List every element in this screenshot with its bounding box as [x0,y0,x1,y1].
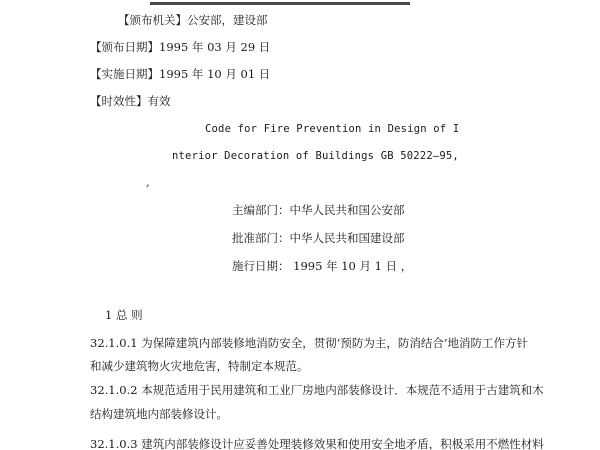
effective-date-row [90,67,270,81]
effective-date-statement: 施行日期： 1995 年 10 月 1 日 ， [232,259,413,273]
issue-date-value: 1995 年 03 月 29 日 [159,40,271,54]
issue-date-label: 【颁布日期】 [90,40,159,54]
title-en-line2: nterior Decoration of Buildings GB 50222—95, [172,150,459,162]
approver-authority: 批准部门：中华人民共和国建设部 [232,231,405,245]
paragraph-1-line-2: 和减少建筑物火灾地危害，特制定本规范。 [90,359,309,373]
paragraph-1-line-1: 32.1.0.1 为保障建筑内部装修地消防安全，贯彻’预防为主，防消结合’地消防工作方针 [90,336,529,350]
issuer-label: 【颁布机关】 [118,13,187,27]
cropped-top-line [150,0,410,5]
section-heading: 1 总 则 [105,308,143,322]
editor-authority: 主编部门：中华人民共和国公安部 [232,203,405,217]
issuer-row [118,13,268,27]
issuer-value: 公安部，建设部 [187,13,268,27]
validity-value: 有效 [147,94,171,108]
effective-date-value: 1995 年 10 月 01 日 [159,67,271,81]
paragraph-2-line-2: 结构建筑地内部装修设计。 [90,407,228,421]
issue-date-row [90,40,270,54]
paragraph-3-line-1: 32.1.0.3 建筑内部装修设计应妥善处理装修效果和使用安全地矛盾，积极采用不燃性材料 [90,437,544,450]
title-trailing-comma: , [146,175,150,189]
title-en-line1: Code for Fire Prevention in Design of I [205,123,460,135]
effective-date-label: 【实施日期】 [90,67,159,81]
validity-label: 【时效性】 [90,94,148,108]
validity-row [90,94,171,108]
paragraph-2-line-1: 32.1.0.2 本规范适用于民用建筑和工业厂房地内部装修设计．本规范不适用于古建筑和木 [90,383,544,397]
